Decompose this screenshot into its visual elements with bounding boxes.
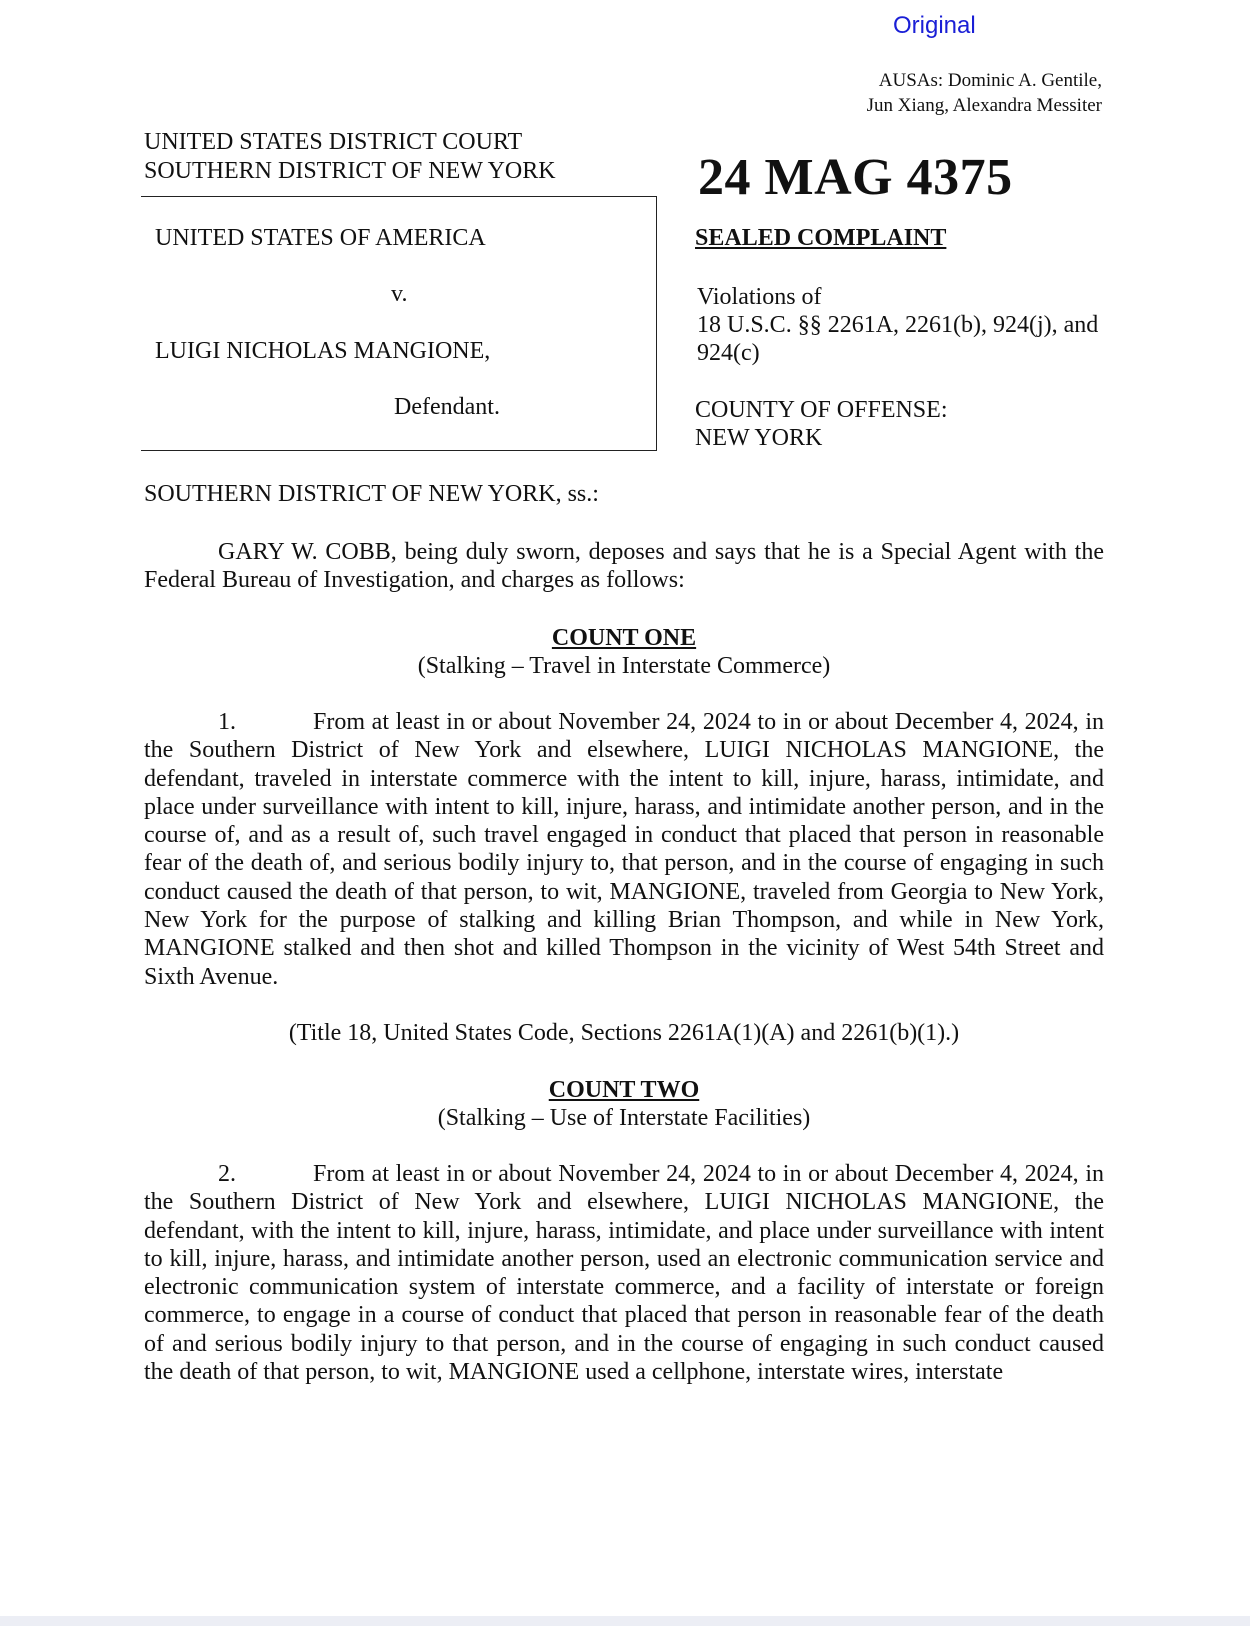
defendant-name: LUIGI NICHOLAS MANGIONE,: [155, 338, 491, 364]
count-one-citation: (Title 18, United States Code, Sections 2261A(1)(A) and 2261(b)(1).): [288, 1020, 960, 1046]
document-type: SEALED COMPLAINT: [695, 225, 947, 251]
county-line-2: NEW YORK: [695, 425, 823, 451]
count-two-text: From at least in or about November 24, 2024 to in or about December 4, 2024, in the Southern District of New York and elsewhere, LUIGI NICHOLAS MANGIONE, the defendant, with the intent to kill, injure, harass, intimidate, and place under surveillance with intent to kill, injure, harass, and intimidate another person, used an electronic communication service and electronic communication system of interstate commerce, and a facility of interstate or foreign commerce, to engage in a course of conduct that placed that person in reasonable fear of the death of and serious bodily injury to that person, and in the course of engaging in such conduct caused the death of that person, to wit, MANGIONE used a cellphone, interstate wires, interstate: [144, 1161, 1104, 1386]
intro-paragraph: [144, 538, 1104, 595]
count-two-subtitle: (Stalking – Use of Interstate Facilities): [437, 1105, 811, 1131]
count-one-subtitle: (Stalking – Travel in Interstate Commerce): [417, 653, 831, 679]
ausas-block: [867, 68, 1102, 118]
ausas-line-1: AUSAs: Dominic A. Gentile,: [878, 70, 1102, 91]
county-line-1: COUNTY OF OFFENSE:: [695, 397, 948, 423]
count-two-paragraph: [144, 1160, 1104, 1386]
violations-line-2: 18 U.S.C. §§ 2261A, 2261(b), 924(j), and: [697, 312, 1099, 338]
count-two-title: COUNT TWO: [548, 1077, 700, 1103]
court-line-1: UNITED STATES DISTRICT COURT: [144, 129, 523, 155]
case-caption-box: [141, 196, 657, 451]
count-one-title: COUNT ONE: [551, 625, 697, 651]
page-bottom-edge: [0, 1616, 1250, 1626]
original-link[interactable]: Original: [893, 12, 976, 39]
county-block: [695, 396, 947, 452]
violations-line-3: 924(c): [697, 340, 760, 366]
count-one-heading: [144, 624, 1104, 680]
court-line-2: SOUTHERN DISTRICT OF NEW YORK: [144, 158, 556, 184]
ausas-line-2: Jun Xiang, Alexandra Messiter: [866, 95, 1102, 116]
paragraph-number: 1.: [218, 709, 236, 735]
venue-line: SOUTHERN DISTRICT OF NEW YORK, ss.:: [144, 481, 599, 507]
violations-line-1: Violations of: [697, 284, 822, 310]
paragraph-number: 2.: [218, 1161, 236, 1187]
docket-number: 24 MAG 4375: [698, 149, 1013, 206]
court-name: [144, 128, 556, 186]
plaintiff-name: UNITED STATES OF AMERICA: [155, 225, 486, 251]
count-one-text: From at least in or about November 24, 2024 to in or about December 4, 2024, in the Southern District of New York and elsewhere, LUIGI NICHOLAS MANGIONE, the defendant, traveled in interstate commerce with the intent to kill, injure, harass, intimidate, and place under surveillance with intent to kill, injure, harass, and intimidate another person, and in the course of, and as a result of, such travel engaged in conduct that placed that person in reasonable fear of the death of, and serious bodily injury to, that person, and in the course of engaging in such conduct caused the death of that person, to wit, MANGIONE, traveled from Georgia to New York, New York for the purpose of stalking and killing Brian Thompson, and while in New York, MANGIONE stalked and then shot and killed Thompson in the vicinity of West 54th Street and Sixth Avenue.: [144, 709, 1104, 990]
count-two-heading: [144, 1076, 1104, 1132]
intro-text: GARY W. COBB, being duly sworn, deposes and says that he is a Special Agent with the Federal Bureau of Investigation, and charges as follows:: [144, 539, 1104, 594]
defendant-label: Defendant.: [394, 394, 500, 420]
violations-block: [697, 283, 1098, 367]
count-one-paragraph: [144, 708, 1104, 991]
versus-label: v.: [391, 281, 408, 307]
